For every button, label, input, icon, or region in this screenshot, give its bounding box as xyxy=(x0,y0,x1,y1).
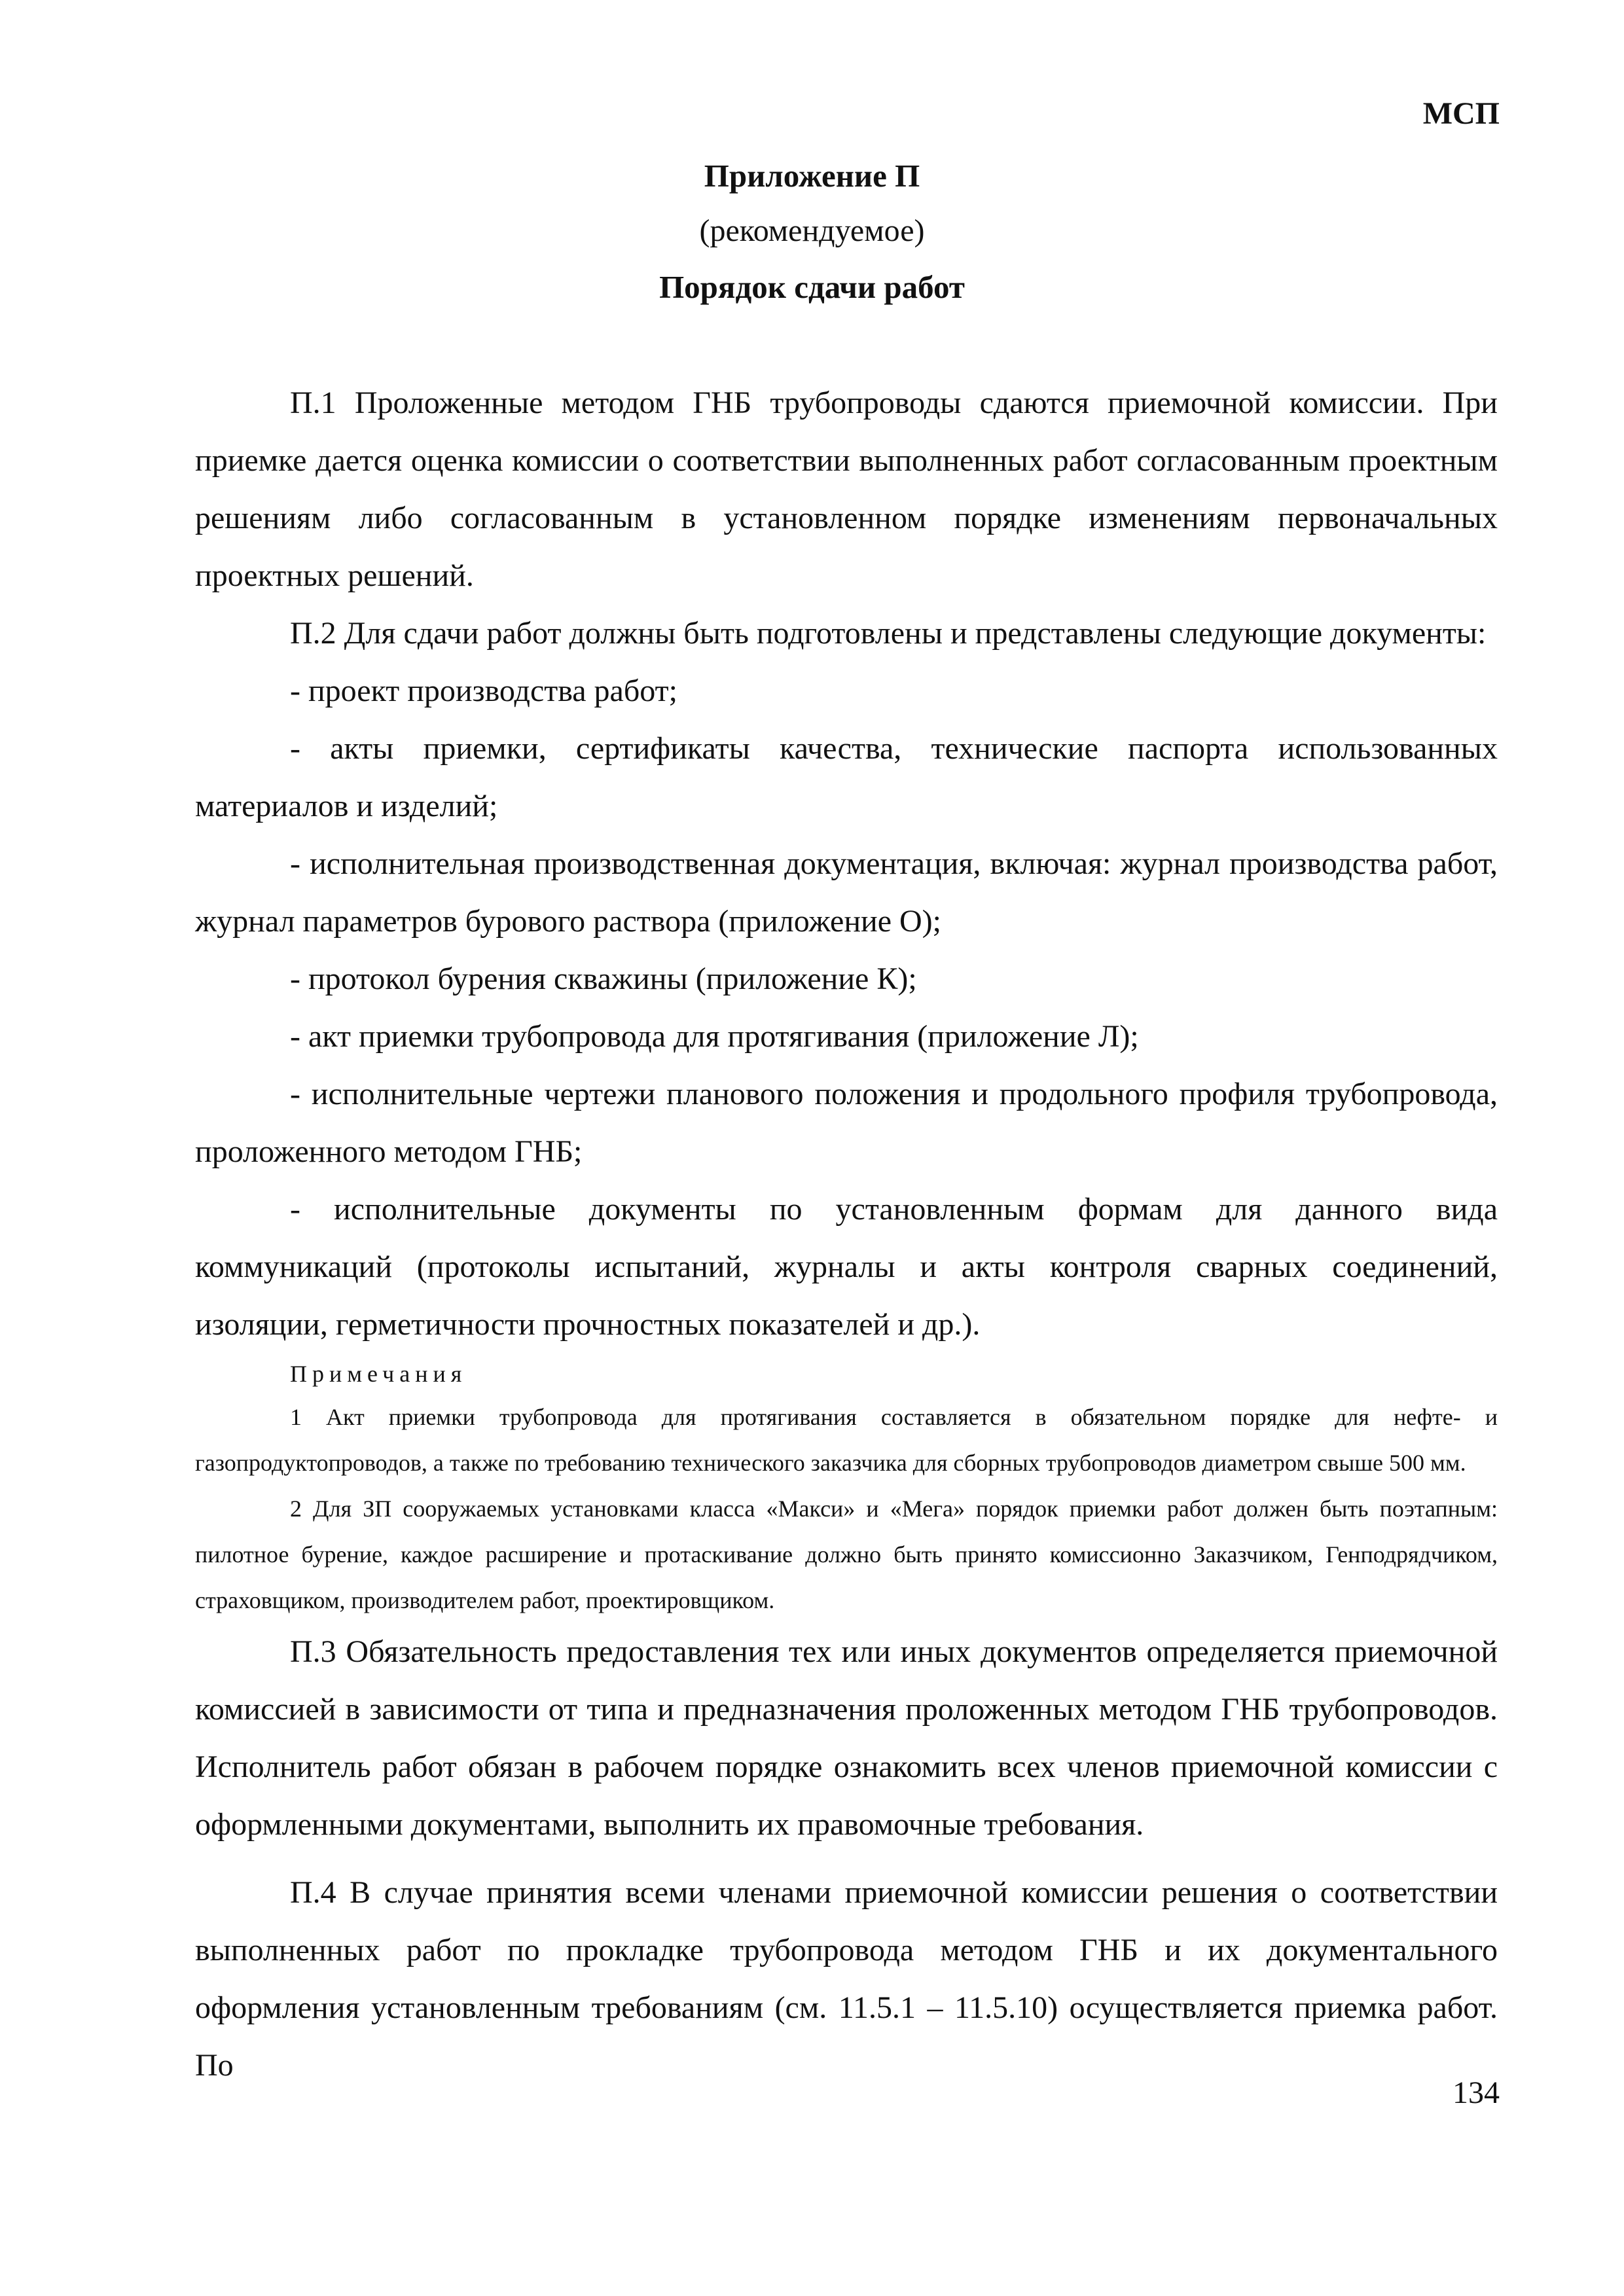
list-item: - акты приемки, сертификаты качества, технические паспорта использованных материалов и изделий; xyxy=(195,731,1498,823)
list-item: - протокол бурения скважины (приложение К); xyxy=(290,961,917,996)
paragraph-p3: П.3 Обязательность предоставления тех или иных документов определяется приемочной комиссией в зависимости от типа и предназначения проложенных методом ГНБ трубопроводов. Исполнитель работ обязан в рабочем порядке ознакомить всех членов приемочной комиссии с оформленными документами, выполнить их правомочные требования. xyxy=(195,1634,1498,1842)
paragraph-p2: П.2 Для сдачи работ должны быть подготовлены и представлены следующие документы: xyxy=(290,616,1487,651)
paragraph-p4: П.4 В случае принятия всеми членами приемочной комиссии решения о соответствии выполненных работ по прокладке трубопровода методом ГНБ и их документального оформления установленным требованиям (см. 11.5.1 – 11.5.10) осуществляется приемка работ. По xyxy=(195,1875,1498,2083)
page-number: 134 xyxy=(1453,2075,1500,2110)
list-item: - исполнительные чертежи планового положения и продольного профиля трубопровода, проложенного методом ГНБ; xyxy=(195,1077,1498,1169)
list-item: - акт приемки трубопровода для протягивания (приложение Л); xyxy=(290,1019,1139,1054)
appendix-title: Приложение П xyxy=(704,158,920,194)
appendix-heading: Порядок сдачи работ xyxy=(659,269,965,305)
document-code: МСП xyxy=(1422,96,1500,131)
list-item: - проект производства работ; xyxy=(290,673,677,708)
notes-block xyxy=(195,1354,1498,1623)
note-item: 2 Для ЗП сооружаемых установками класса «Макси» и «Мега» порядок приемки работ должен быть поэтапным: пилотное бурение, каждое расширение и протаскивание должно быть принято комиссионно Заказчиком, Генподрядчиком, страховщиком, производителем работ, проектировщиком. xyxy=(195,1496,1498,1613)
note-item: 1 Акт приемки трубопровода для протягивания составляется в обязательном порядке для нефте- и газопродуктопроводов, а также по требованию технического заказчика для сборных трубопроводов диаметром свыше 500 мм. xyxy=(195,1404,1498,1476)
body-text xyxy=(195,374,1498,2094)
appendix-subtitle: (рекомендуемое) xyxy=(699,213,925,248)
list-item: - исполнительные документы по установленным формам для данного вида коммуникаций (протоколы испытаний, журналы и акты контроля сварных соединений, изоляции, герметичности прочностных показателей и др.). xyxy=(195,1192,1498,1342)
list-item: - исполнительная производственная документация, включая: журнал производства работ, журнал параметров бурового раствора (приложение О); xyxy=(195,846,1498,939)
paragraph-p1: П.1 Проложенные методом ГНБ трубопроводы сдаются приемочной комиссии. При приемке дается оценка комиссии о соответствии выполненных работ согласованным проектным решениям либо согласованным в установленном порядке изменениям первоначальных проектных решений. xyxy=(195,386,1498,593)
notes-title: Примечания xyxy=(290,1361,467,1387)
